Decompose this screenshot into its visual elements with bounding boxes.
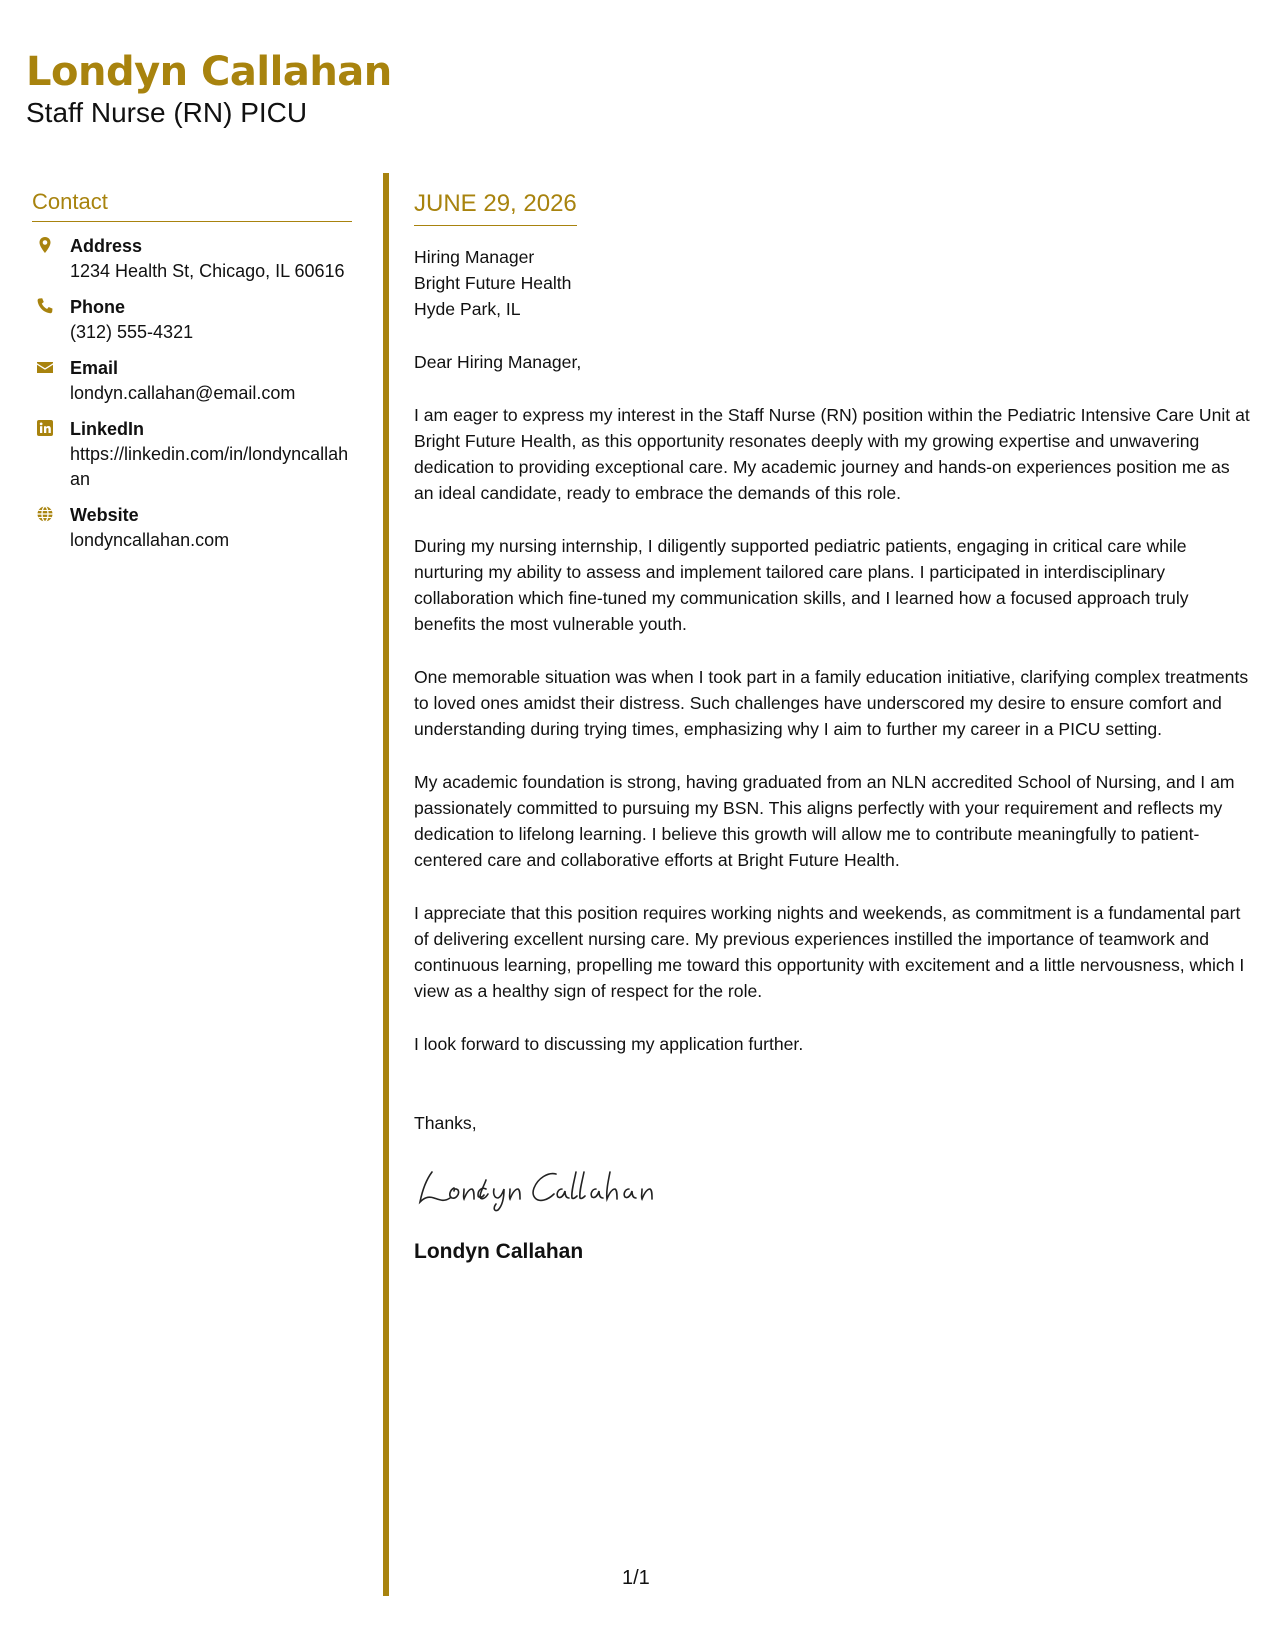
- letter-paragraph: One memorable situation was when I took part in a family education initiative, clarifying complex treatments to loved ones amidst their distress. Such challenges have underscored my desire to ensure comfort and understanding during trying times, emphasizing why I aim to further my career in a PICU setting.: [414, 667, 1249, 739]
- letter-paragraph: I look forward to discussing my application further.: [414, 1034, 804, 1054]
- page-number: 1/1: [622, 1567, 650, 1589]
- recipient-line: Hyde Park, IL: [414, 299, 521, 319]
- contact-sidebar: [32, 189, 352, 564]
- contact-value-website[interactable]: londyncallahan.com: [70, 530, 230, 550]
- letter-paragraph: My academic foundation is strong, having graduated from an NLN accredited School of Nursing, and I am passionately committed to pursuing my BSN. This aligns perfectly with your requirement and reflects my dedication to lifelong learning. I believe this growth will allow me to contribute meaningfully to patient-centered care and collaborative efforts at Bright Future Health.: [414, 772, 1235, 870]
- letter-paragraph: During my nursing internship, I diligently supported pediatric patients, engaging in critical care while nurturing my ability to assess and implement tailored care plans. I participated in interdisciplinary collaboration which fine-tuned my communication skills, and I learned how a focused approach truly benefits the most vulnerable youth.: [414, 536, 1189, 634]
- letter-date: JUNE 29, 2026: [414, 189, 577, 226]
- contact-item-phone: [32, 295, 352, 345]
- contact-title: Contact: [32, 189, 352, 222]
- linkedin-icon: [36, 419, 54, 437]
- signed-name: Londyn Callahan: [414, 1240, 584, 1263]
- page-header: [26, 48, 392, 130]
- letter-paragraph: I am eager to express my interest in the Staff Nurse (RN) position within the Pediatric Intensive Care Unit at Bright Future Health, as this opportunity resonates deeply with my growing expertise and unwavering dedication to providing exceptional care. My academic journey and hands-on experiences position me as an ideal candidate, ready to embrace the demands of this role.: [414, 405, 1250, 503]
- contact-value-email[interactable]: londyn.callahan@email.com: [70, 383, 296, 403]
- recipient-block: [414, 244, 1254, 322]
- salutation: Dear Hiring Manager,: [414, 352, 582, 372]
- recipient-line: Hiring Manager: [414, 247, 535, 267]
- location-pin-icon: [36, 236, 54, 254]
- recipient-line: Bright Future Health: [414, 273, 572, 293]
- contact-item-address: [32, 234, 352, 284]
- contact-label-address: Address: [70, 236, 143, 256]
- envelope-icon: [36, 358, 54, 376]
- contact-label-website: Website: [70, 505, 139, 525]
- phone-icon: [36, 297, 54, 315]
- contact-item-website: [32, 503, 352, 553]
- contact-label-email: Email: [70, 358, 119, 378]
- globe-icon: [36, 505, 54, 523]
- closing: Thanks,: [414, 1113, 477, 1133]
- contact-value-linkedin[interactable]: https://linkedin.com/in/londyncallahan: [70, 444, 349, 489]
- handwritten-signature: [414, 1158, 674, 1214]
- letter-body: [414, 189, 1254, 1265]
- contact-label-phone: Phone: [70, 297, 126, 317]
- letter-paragraph: I appreciate that this position requires working nights and weekends, as commitment is a fundamental part of delivering excellent nursing care. My previous experiences instilled the importance of teamwork and continuous learning, propelling me toward this opportunity with excitement and a little nervousness, which I view as a healthy sign of respect for the role.: [414, 903, 1245, 1001]
- applicant-name: Londyn Callahan: [26, 49, 392, 95]
- vertical-divider: [383, 173, 389, 1596]
- contact-value-phone: (312) 555-4321: [70, 322, 194, 342]
- contact-label-linkedin: LinkedIn: [70, 419, 145, 439]
- contact-item-linkedin: [32, 417, 352, 492]
- contact-item-email: [32, 356, 352, 406]
- contact-value-address: 1234 Health St, Chicago, IL 60616: [70, 261, 345, 281]
- applicant-role: Staff Nurse (RN) PICU: [26, 97, 308, 128]
